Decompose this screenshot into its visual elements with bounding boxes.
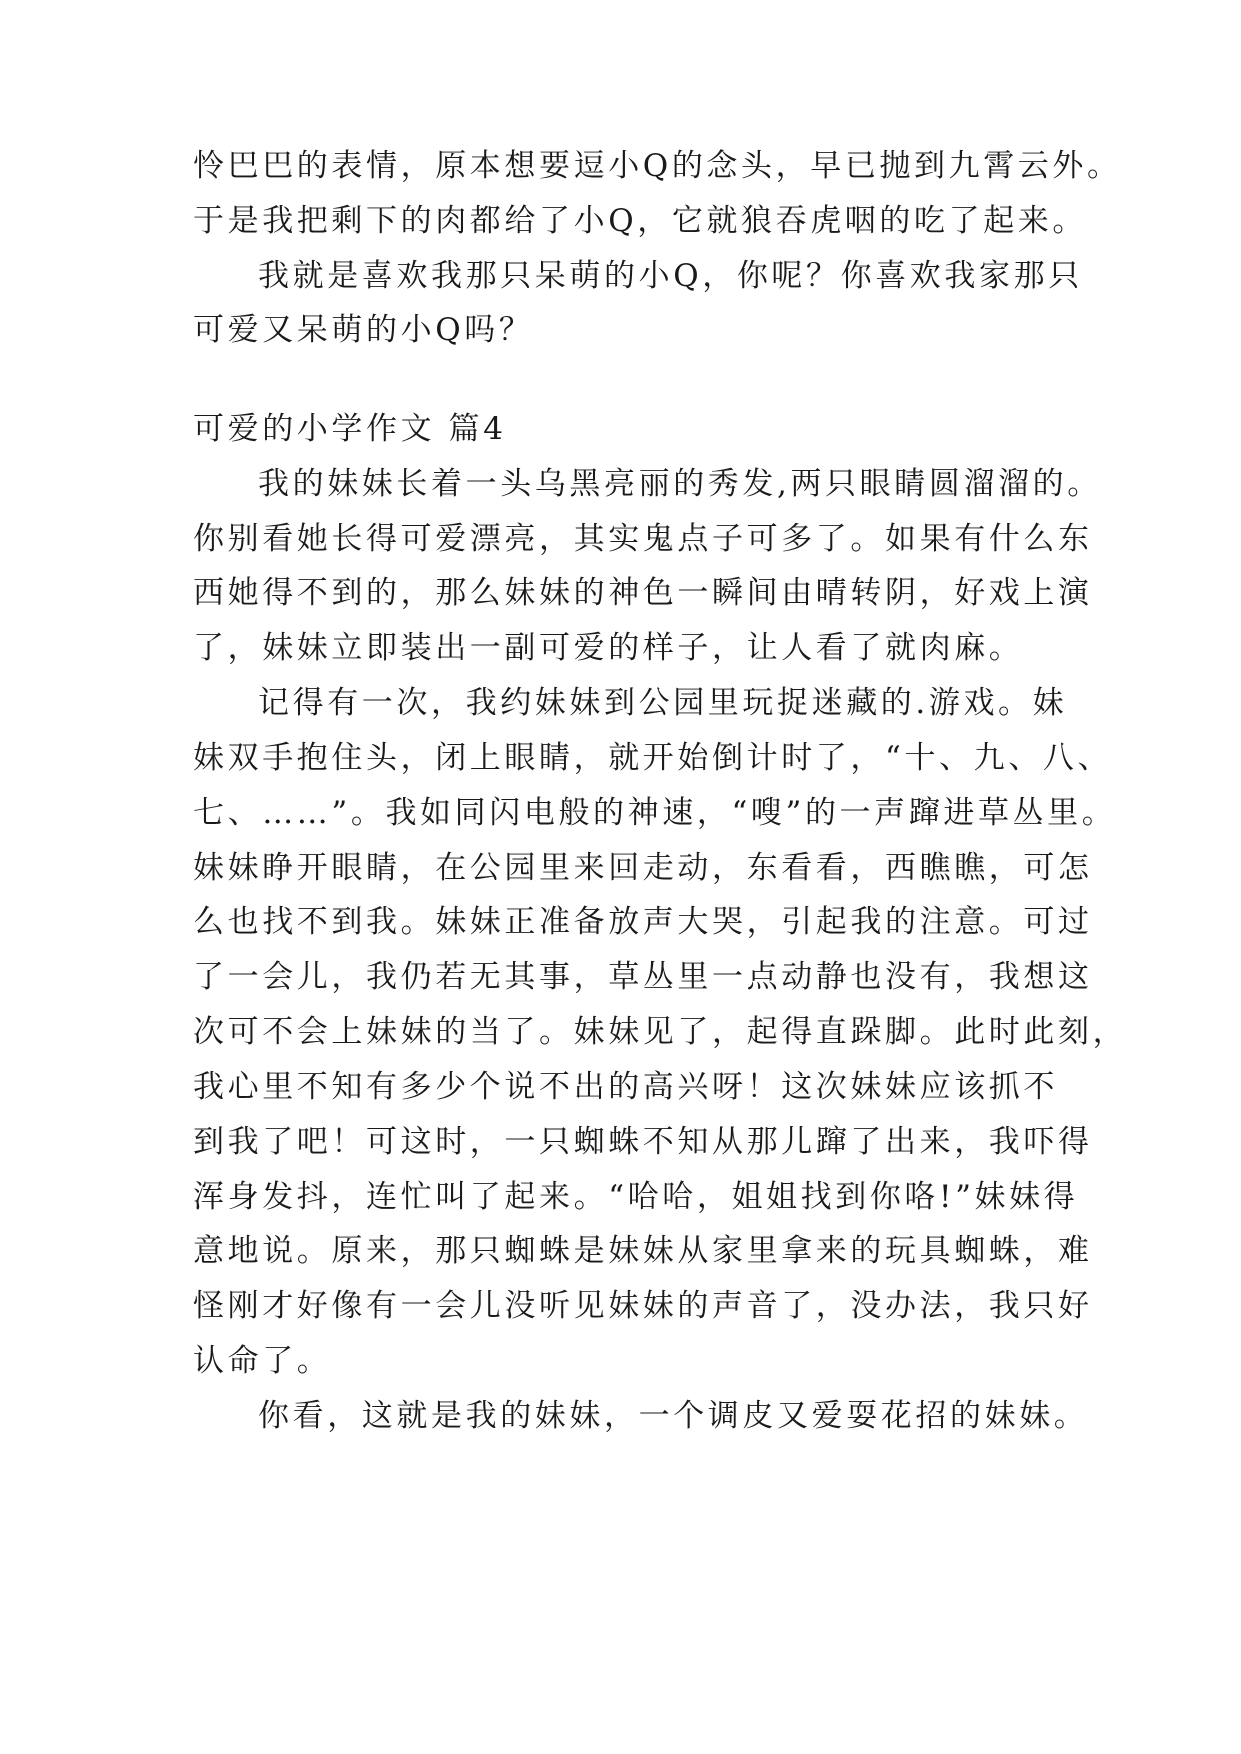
paragraph-line: 浑身发抖，连忙叫了起来。“哈哈，姐姐找到你咯!”妹妹得 [193,1179,1079,1215]
paragraph-line: 七、……”。我如同闪电般的神速，“嗖”的一声蹿进草丛里。 [193,795,1117,831]
paragraph-line: 认命了。 [193,1343,332,1379]
paragraph-line: 了，妹妹立即装出一副可爱的样子，让人看了就肉麻。 [193,630,1024,666]
paragraph-line: 可爱又呆萌的小Q吗？ [193,312,534,348]
paragraph-line: 西她得不到的，那么妹妹的神色一瞬间由晴转阴，好戏上演 [193,575,1093,611]
paragraph-line: 于是我把剩下的肉都给了小Q，它就狼吞虎咽的吃了起来。 [193,203,1088,239]
paragraph-line: 我心里不知有多少个说不出的高兴呀！这次妹妹应该抓不 [193,1069,1058,1105]
paragraph-line: 你看，这就是我的妹妹，一个调皮又爱耍花招的妹妹。 [258,1398,1089,1434]
paragraph-line: 你别看她长得可爱漂亮，其实鬼点子可多了。如果有什么东 [193,521,1093,557]
paragraph-line: 么也找不到我。妹妹正准备放声大哭，引起我的注意。可过 [193,904,1093,940]
paragraph-line: 妹妹睁开眼睛，在公园里来回走动，东看看，西瞧瞧，可怎 [193,850,1093,886]
paragraph-line: 怪刚才好像有一会儿没听见妹妹的声音了，没办法，我只好 [193,1288,1093,1324]
paragraph-line: 到我了吧！可这时，一只蜘蛛不知从那儿蹿了出来，我吓得 [193,1124,1093,1160]
paragraph-line: 意地说。原来，那只蜘蛛是妹妹从家里拿来的玩具蜘蛛，难 [193,1233,1093,1269]
paragraph-line: 怜巴巴的表情，原本想要逗小Q的念头，早已抛到九霄云外。 [193,148,1122,184]
paragraph-line: 妹双手抱住头，闭上眼睛，就开始倒计时了，“十、九、八、 [193,740,1113,776]
paragraph-line: 记得有一次，我约妹妹到公园里玩捉迷藏的.游戏。妹 [258,685,1068,721]
section-heading: 可爱的小学作文 篇4 [193,411,507,447]
paragraph-line: 了一会儿，我仍若无其事，草丛里一点动静也没有，我想这 [193,959,1093,995]
paragraph-line: 我就是喜欢我那只呆萌的小Q，你呢？你喜欢我家那只 [258,258,1083,294]
paragraph-line: 次可不会上妹妹的当了。妹妹见了，起得直跺脚。此时此刻， [193,1014,1128,1050]
paragraph-line: 我的妹妹长着一头乌黑亮丽的秀发,两只眼睛圆溜溜的。 [258,466,1102,502]
